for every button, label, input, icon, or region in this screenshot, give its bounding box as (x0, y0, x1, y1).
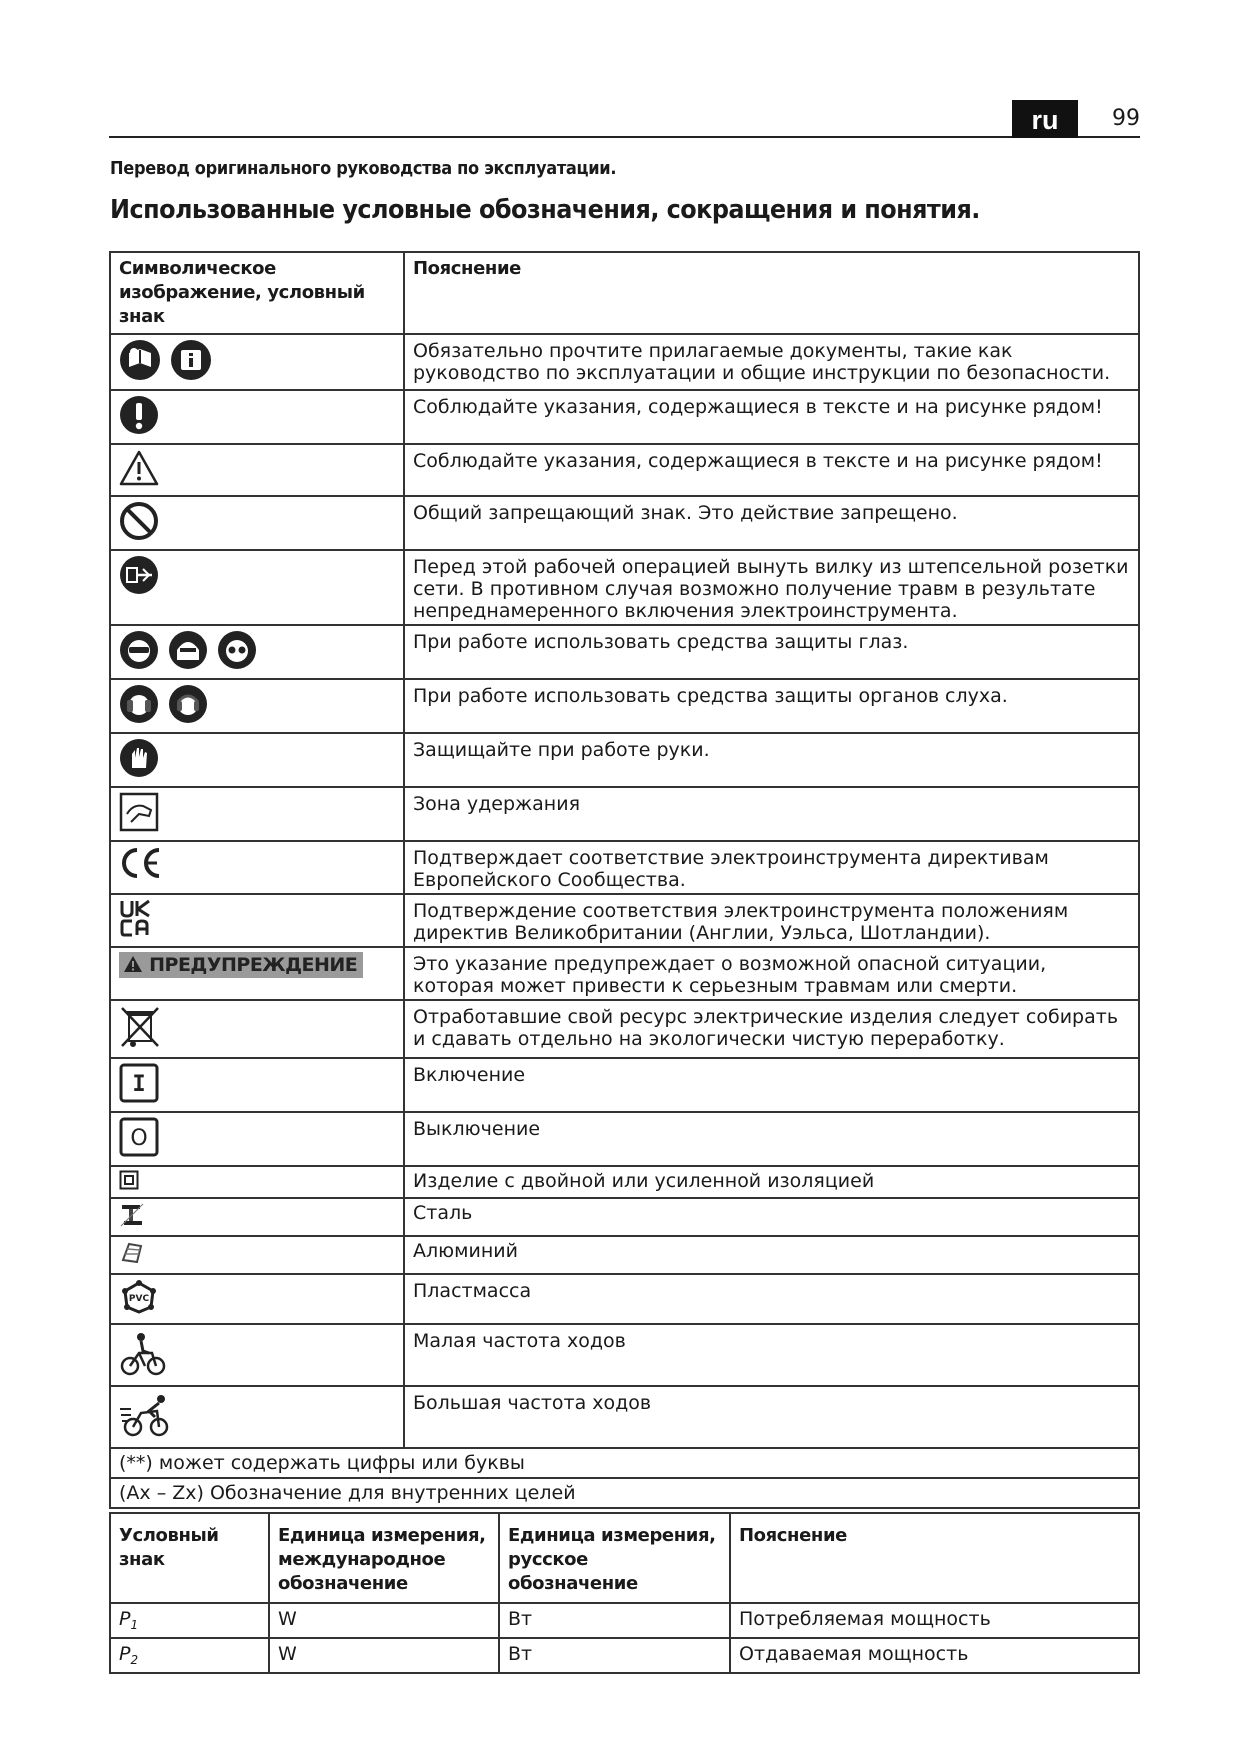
table-row (110, 625, 1139, 679)
unit-symbol: $P_1$ (110, 1603, 269, 1638)
row-text: Соблюдайте указания, содержащиеся в тексте и на рисунке рядом! (404, 444, 1139, 496)
slow-bike-icon (119, 1329, 167, 1381)
row-text: Подтверждает соответствие электроинструмента директивам Европейского Сообщества. (404, 841, 1139, 894)
row-text: Защищайте при работе руки. (404, 733, 1139, 787)
row-text: Общий запрещающий знак. Это действие запрещено. (404, 496, 1139, 550)
unit-symbol: $P_2$ (110, 1638, 269, 1673)
read-manual-icon (119, 339, 161, 385)
table-row (110, 894, 1139, 947)
unit-ru: Вт (499, 1638, 730, 1673)
gloves-icon (119, 738, 159, 782)
prohibition-icon (119, 501, 159, 545)
col-ru-header: Единица измерения, русское обозначение (499, 1513, 730, 1603)
unit-ru: Вт (499, 1603, 730, 1638)
row-text: Малая частота ходов (404, 1324, 1139, 1386)
aluminium-icon (119, 1240, 145, 1270)
exclamation-icon (119, 395, 159, 439)
table-row (110, 1324, 1139, 1386)
row-text: Выключение (404, 1112, 1139, 1166)
page-title: Использованные условные обозначения, сокращения и понятия. (110, 195, 980, 225)
table-note-row (110, 1448, 1139, 1478)
table-note-row (110, 1478, 1139, 1508)
col-expl-header: Пояснение (730, 1513, 1139, 1603)
pvc-glyph: PVC (128, 1294, 150, 1304)
row-text: Соблюдайте указания, содержащиеся в тексте и на рисунке рядом! (404, 390, 1139, 444)
symbols-table-header (110, 252, 1139, 334)
safety-glasses-icon (217, 630, 257, 674)
row-text: Большая частота ходов (404, 1386, 1139, 1448)
table-row (110, 733, 1139, 787)
col-explanation-header: Пояснение (404, 252, 1139, 334)
col-symbol-header: Символическое изображение, условный знак (110, 252, 404, 334)
power-on-glyph: I (132, 1072, 146, 1097)
row-text: При работе использовать средства защиты глаз. (404, 625, 1139, 679)
table-row (110, 1274, 1139, 1324)
row-text: Зона удержания (404, 787, 1139, 841)
ukca-mark-icon (119, 899, 155, 941)
unit-expl: Отдаваемая мощность (730, 1638, 1139, 1673)
manual-book-icon (170, 339, 212, 385)
table-row (110, 841, 1139, 894)
ear-protection-icon (168, 684, 208, 728)
table-row (110, 1198, 1139, 1236)
unplug-icon (119, 555, 159, 599)
double-insulation-icon (119, 1170, 139, 1194)
table-row (110, 550, 1139, 625)
grip-zone-icon (119, 792, 159, 836)
row-text: Сталь (404, 1198, 1139, 1236)
note-internal: (Ax – Zx) Обозначение для внутренних целей (110, 1478, 1139, 1508)
table-row (110, 1236, 1139, 1274)
table-row (110, 1112, 1139, 1166)
row-text: При работе использовать средства защиты органов слуха. (404, 679, 1139, 733)
note-digits: (**) может содержать цифры или буквы (110, 1448, 1139, 1478)
row-text: Отработавшие свой ресурс электрические изделия следует собирать и сдавать отдельно на экологически чистую переработку. (404, 1000, 1139, 1058)
warning-triangle-icon (119, 449, 159, 491)
language-tag: ru (1012, 100, 1078, 138)
unit-intl: W (269, 1603, 499, 1638)
units-table (109, 1512, 1140, 1674)
ear-muffs-icon (119, 684, 159, 728)
row-text: Алюминий (404, 1236, 1139, 1274)
table-row (110, 496, 1139, 550)
warning-label-text: ПРЕДУПРЕЖДЕНИЕ (149, 954, 358, 976)
table-row (110, 334, 1139, 390)
unit-intl: W (269, 1638, 499, 1673)
ce-mark-icon (119, 846, 163, 884)
row-text: Это указание предупреждает о возможной опасной ситуации, которая может привести к серьезным травмам или смерти. (404, 947, 1139, 1000)
power-off-icon (119, 1117, 159, 1161)
unit-expl: Потребляемая мощность (730, 1603, 1139, 1638)
table-row (110, 787, 1139, 841)
page-number: 99 (1112, 106, 1140, 131)
table-row (110, 947, 1139, 1000)
table-row (110, 1058, 1139, 1112)
power-off-glyph: O (130, 1126, 148, 1151)
row-text: Перед этой рабочей операцией вынуть вилку из штепсельной розетки сети. В противном случая возможно получение травм в результате непреднамеренного включения электроинструмента. (404, 550, 1139, 625)
table-row (110, 1638, 1139, 1673)
units-table-header (110, 1513, 1139, 1603)
row-text: Изделие с двойной или усиленной изоляцией (404, 1166, 1139, 1198)
weee-bin-icon (119, 1005, 161, 1053)
header-rule (109, 136, 1140, 138)
row-text: Обязательно прочтите прилагаемые документы, такие как руководство по эксплуатации и общие инструкции по безопасности. (404, 334, 1139, 390)
row-text: Пластмасса (404, 1274, 1139, 1324)
table-row (110, 1166, 1139, 1198)
table-row (110, 1603, 1139, 1638)
col-intl-header: Единица измерения, международное обозначение (269, 1513, 499, 1603)
table-row (110, 1000, 1139, 1058)
plastic-pvc-icon (119, 1279, 159, 1319)
table-row (110, 1386, 1139, 1448)
fast-bike-icon (119, 1391, 173, 1443)
col-symbol-header: Условный знак (110, 1513, 269, 1603)
steel-icon (119, 1202, 145, 1232)
face-shield-icon (168, 630, 208, 674)
document-subtitle: Перевод оригинального руководства по эксплуатации. (110, 158, 617, 179)
row-text: Подтверждение соответствия электроинструмента положениям директив Великобритании (Англии, Уэльса, Шотландии). (404, 894, 1139, 947)
row-text: Включение (404, 1058, 1139, 1112)
table-row (110, 390, 1139, 444)
goggles-icon (119, 630, 159, 674)
power-on-icon (119, 1063, 159, 1107)
table-row (110, 679, 1139, 733)
warning-label-icon (119, 952, 363, 978)
symbols-table (109, 251, 1140, 1509)
table-row (110, 444, 1139, 496)
